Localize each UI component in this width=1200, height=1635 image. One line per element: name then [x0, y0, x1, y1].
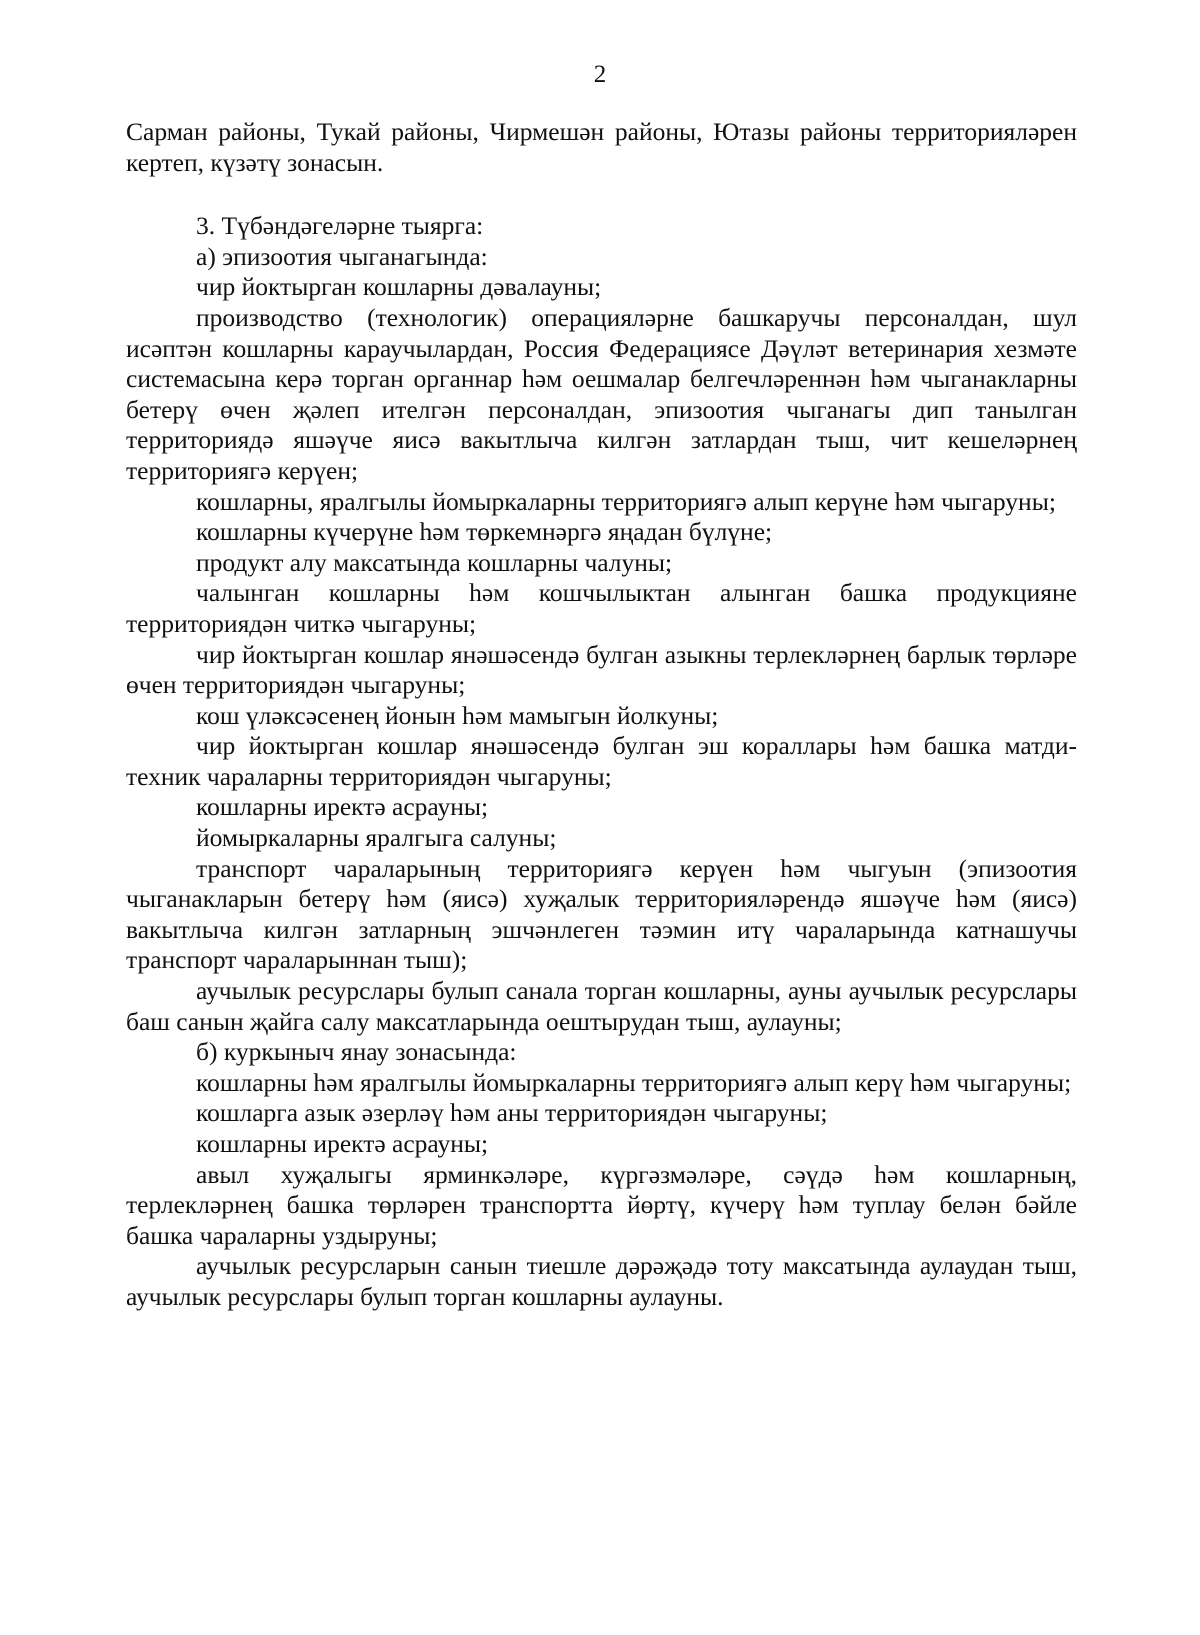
paragraph-list-item: кошларны иректә асрауны;: [196, 1129, 489, 1158]
paragraph-section-3-heading: 3. Түбәндәгеләрне тыярга:: [196, 211, 484, 241]
paragraph-list-item: кошларга азык әзерләү һәм аны территориядән чыгаруны;: [196, 1098, 828, 1128]
paragraph-list-item: авыл хуҗалыгы ярминкәләре, күргәзмәләре, сәүдә һәм кошларның, терлекләрнең башка төрләрен транспортта йөртү, күчерү һәм туплау белән бәйле башка чараларны уздыруны;: [126, 1159, 1077, 1250]
paragraph-list-item: транспорт чараларының территориягә керүен һәм чыгуын (эпизоотия чыганакларын бетерү һәм (яисә) хуҗалык территорияләрендә яшәүче һәм (яисә) вакытлыча килгән затларның эшчәнлеген тәэмин итү чараларында катнашучы транспорт чараларыннан тыш);: [126, 853, 1077, 975]
paragraph-list-item: кошларны һәм яралгылы йомыркаларны территориягә алып керү һәм чыгаруны;: [196, 1067, 1072, 1097]
paragraph-list-item: производство (технологик) операцияләрне башкаручы персоналдан, шул исәптән кошларны караучылардан, Россия Федерациясе Дәүләт ветеринария хезмәте системасына керә торган органнар һәм оешмалар белгечләреннән һәм чыганакларны бетерү өчен җәлеп ителгән персоналдан, эпизоотия чыганагы дип танылган территориядә яшәүче яисә вакытлыча килгән затлардан тыш, чит кешеләрнең территориягә керүен;: [126, 302, 1077, 485]
paragraph-list-item: кошларны күчерүне һәм төркемнәргә яңадан бүлүне;: [196, 517, 773, 547]
paragraph-subsection-b-heading: б) куркыныч янау зонасында:: [196, 1037, 517, 1067]
page-number: 2: [593, 61, 607, 88]
paragraph-list-item: кошларны иректә асрауны;: [196, 792, 489, 822]
paragraph-list-item: кошларны, яралгылы йомыркаларны территориягә алып керүне һәм чыгаруны;: [196, 486, 1056, 516]
paragraph-list-item: чалынган кошларны һәм кошчылыктан алынган башка продукцияне территориядән читкә чыгаруны;: [126, 578, 1077, 638]
paragraph-list-item: кош үләксәсенең йонын һәм мамыгын йолкуны;: [196, 700, 719, 730]
paragraph-list-item: чир йоктырган кошлар янәшәсендә булган эш кораллары һәм башка матди-техник чараларны территориядән чыгаруны;: [126, 731, 1077, 791]
paragraph-observation-zone: Сарман районы, Тукай районы, Чирмешән районы, Ютазы районы территорияләрен кертеп, күзәтү зонасын.: [126, 117, 1077, 177]
paragraph-list-item: аучылык ресурслары булып санала торган кошларны, ауны аучылык ресурслары баш санын җайга салу максатларында оештырудан тыш, аулауны;: [126, 976, 1077, 1036]
paragraph-list-item: аучылык ресурсларын санын тиешле дәрәҗәдә тоту максатында аулаудан тыш, аучылык ресурслары булып торган кошларны аулауны.: [126, 1251, 1077, 1311]
paragraph-gap: [126, 178, 1077, 211]
paragraph-list-item: чир йоктырган кошларны дәвалауны;: [196, 272, 602, 302]
paragraph-list-item: продукт алу максатында кошларны чалуны;: [196, 547, 673, 577]
paragraph-list-item: йомыркаларны яралгыга салуны;: [196, 823, 557, 853]
document-body: [126, 117, 1077, 1313]
paragraph-list-item: чир йоктырган кошлар янәшәсендә булган азыкны терлекләрнең барлык төрләре өчен территориядән чыгаруны;: [126, 639, 1077, 700]
paragraph-subsection-a-heading: а) эпизоотия чыганагында:: [196, 241, 488, 271]
